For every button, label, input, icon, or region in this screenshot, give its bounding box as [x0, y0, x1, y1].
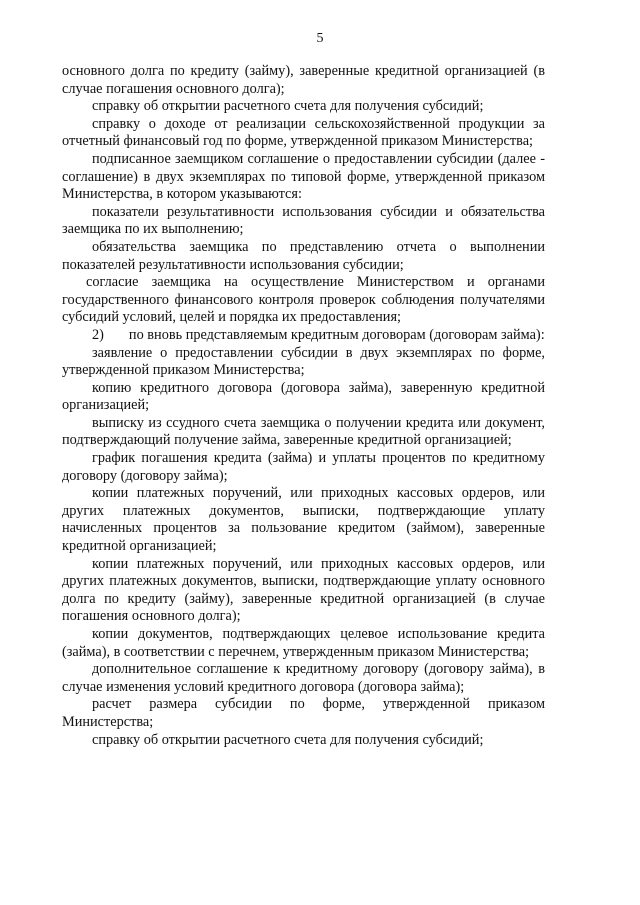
paragraph-principal-payment-docs: копии платежных поручений, или приходных кассовых ордеров, или других платежных документов, выписки, подтверждающие уплату основного долга по кредиту (займу), заверенные кредитной организацией (в случае погашения основного долга);: [62, 555, 545, 625]
paragraph-target-use-docs: копии документов, подтверждающих целевое использование кредита (займа), в соответствии с перечнем, утвержденным приказом Министерства;: [62, 626, 545, 660]
paragraph-account-certificate: справку об открытии расчетного счета для получения субсидий;: [92, 98, 484, 115]
paragraph-supplementary-agreement: дополнительное соглашение к кредитному договору (договору займа), в случае изменения условий кредитного договора (договора займа);: [62, 661, 545, 695]
paragraph-repayment-schedule: график погашения кредита (займа) и уплаты процентов по кредитному договору (договору займа);: [62, 450, 545, 484]
paragraph-subsidy-calculation: расчет размера субсидии по форме, утвержденной приказом Министерства;: [62, 696, 545, 730]
paragraph-application: заявление о предоставлении субсидии в двух экземплярах по форме, утвержденной приказом Министерства;: [62, 344, 545, 379]
paragraph-continuation: основного долга по кредиту (займу), заверенные кредитной организацией (в случае погашения основного долга);: [62, 63, 545, 97]
paragraph-performance-indicators: показатели результативности использования субсидии и обязательства заемщика по их выполнению;: [62, 203, 545, 238]
paragraph-account-certificate-2: справку об открытии расчетного счета для получения субсидий;: [92, 731, 484, 748]
paragraph-borrower-consent: согласие заемщика на осуществление Министерством и органами государственного финансового контроля проверок соблюдения получателями субсидий условий, целей и порядка их предоставления;: [62, 274, 545, 326]
paragraph-report-obligations: обязательства заемщика по представлению отчета о выполнении показателей результативности использования субсидии;: [62, 238, 545, 273]
paragraph-income-certificate: справку о доходе от реализации сельскохозяйственной продукции за отчетный финансовый год по форме, утвержденной приказом Министерства;: [62, 115, 545, 150]
paragraph-interest-payment-docs: копии платежных поручений, или приходных кассовых ордеров, или других платежных документов, выписки, подтверждающие уплату начисленных процентов за пользование кредитом (займом), заверенные кредитной организацией;: [62, 485, 545, 555]
document-body: [62, 63, 545, 749]
paragraph-new-loans-heading: 2) по вновь представляемым кредитным договорам (договорам займа):: [92, 326, 545, 343]
paragraph-agreement: подписанное заемщиком соглашение о предоставлении субсидии (далее - соглашение) в двух экземплярах по типовой форме, утвержденной приказом Министерства, в котором указываются:: [62, 150, 545, 203]
page-number: 5: [316, 31, 324, 46]
paragraph-loan-account-statement: выписку из ссудного счета заемщика о получении кредита или документ, подтверждающий получение займа, заверенные кредитной организацией;: [62, 414, 545, 449]
paragraph-loan-agreement-copy: копию кредитного договора (договора займа), заверенную кредитной организацией;: [62, 379, 545, 414]
